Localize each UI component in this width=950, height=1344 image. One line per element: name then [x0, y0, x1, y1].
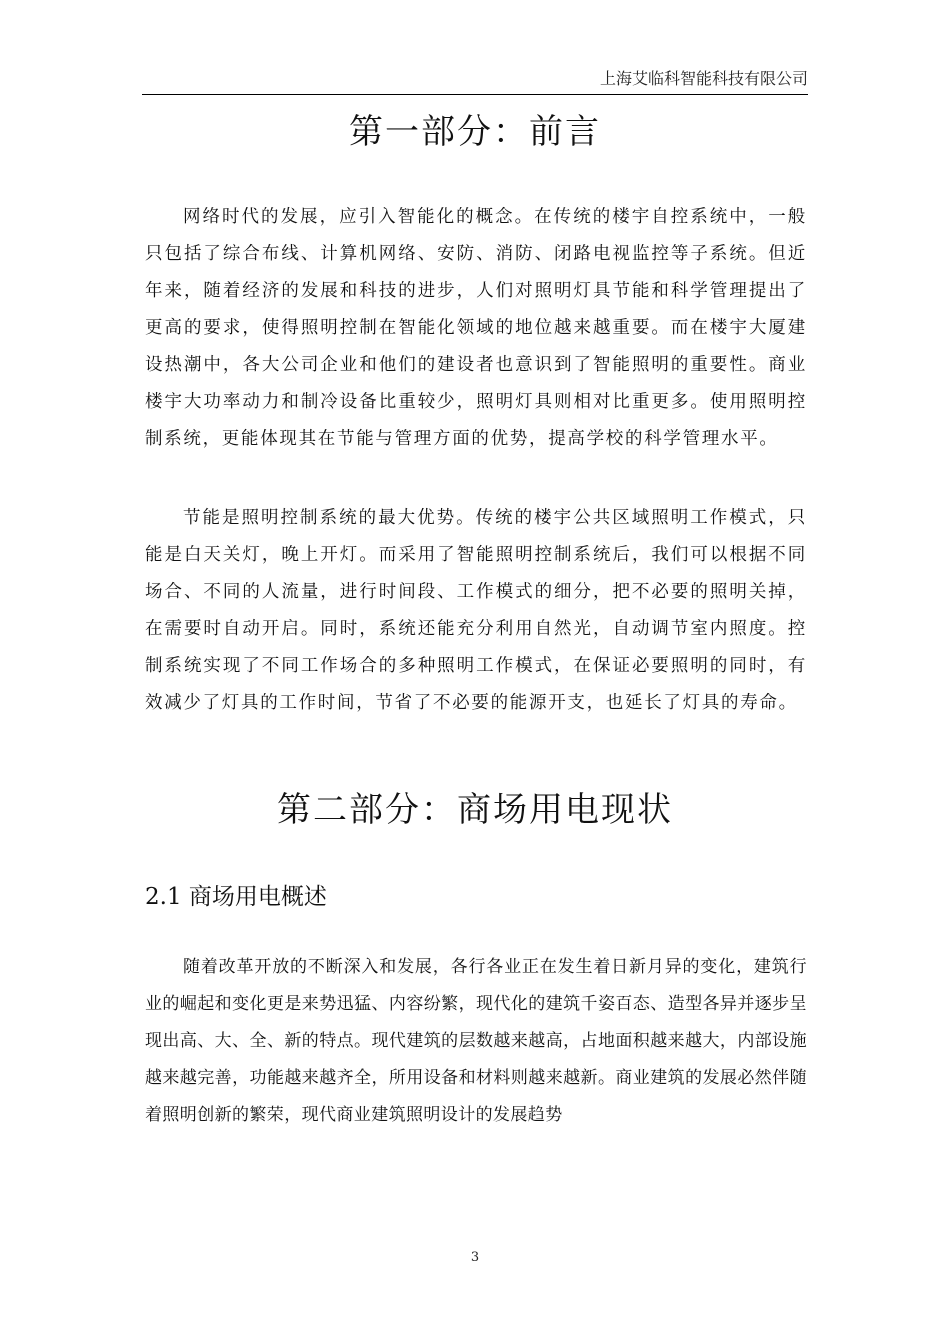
- subsection-2-1-title: 2.1 商场用电概述: [145, 884, 327, 910]
- header-divider: [142, 94, 808, 95]
- section-1-paragraph-2: 节能是照明控制系统的最大优势。传统的楼宇公共区域照明工作模式，只能是白天关灯，晚上开灯。而采用了智能照明控制系统后，我们可以根据不同场合、不同的人流量，进行时间段、工作模式的细分，把不必要的照明关掉，在需要时自动开启。同时，系统还能充分利用自然光，自动调节室内照度。控制系统实现了不同工作场合的多种照明工作模式，在保证必要照明的同时，有效减少了灯具的工作时间，节省了不必要的能源开支，也延长了灯具的寿命。: [145, 508, 807, 713]
- section-2-title: 第二部分：商场用电现状: [277, 790, 673, 830]
- section-1-title: 第一部分：前言: [349, 112, 601, 152]
- page-number: 3: [470, 1250, 480, 1265]
- section-1-paragraph-1: 网络时代的发展，应引入智能化的概念。在传统的楼宇自控系统中，一般只包括了综合布线、计算机网络、安防、消防、闭路电视监控等子系统。但近年来，随着经济的发展和科技的进步，人们对照明灯具节能和科学管理提出了更高的要求，使得照明控制在智能化领域的地位越来越重要。而在楼宇大厦建设热潮中，各大公司企业和他们的建设者也意识到了智能照明的重要性。商业楼宇大功率动力和制冷设备比重较少，照明灯具则相对比重更多。使用照明控制系统，更能体现其在节能与管理方面的优势，提高学校的科学管理水平。: [145, 207, 807, 449]
- subsection-2-1-paragraph-1: 随着改革开放的不断深入和发展，各行各业正在发生着日新月异的变化，建筑行业的崛起和变化更是来势迅猛、内容纷繁，现代化的建筑千姿百态、造型各异并逐步呈现出高、大、全、新的特点。现代建筑的层数越来越高，占地面积越来越大，内部设施越来越完善，功能越来越齐全，所用设备和材料则越来越新。商业建筑的发展必然伴随着照明创新的繁荣，现代商业建筑照明设计的发展趋势: [145, 957, 807, 1125]
- header-company-name: 上海艾临科智能科技有限公司: [599, 69, 808, 88]
